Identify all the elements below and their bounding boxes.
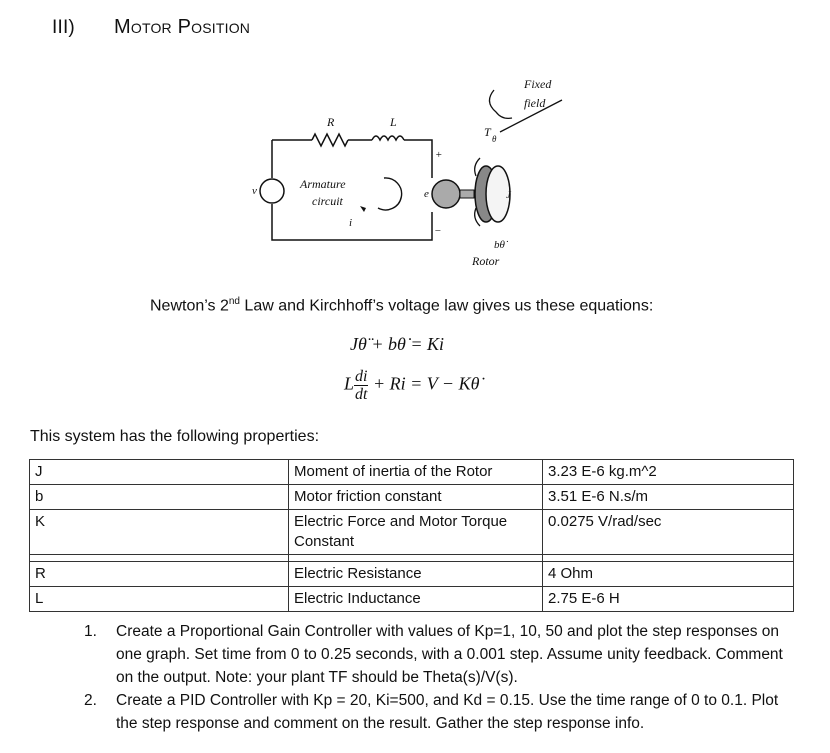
label-plus: +: [435, 149, 443, 161]
properties-intro: This system has the following properties:: [30, 428, 320, 445]
label-field: field: [524, 96, 546, 110]
label-L: L: [390, 115, 397, 129]
voltage-source-icon: [260, 179, 284, 203]
label-v: v: [252, 185, 257, 197]
table-spacer-row: [30, 555, 794, 562]
label-b-theta: bθ̇: [494, 239, 505, 251]
task-list: [84, 620, 794, 735]
label-R: R: [327, 115, 335, 129]
label-circuit: circuit: [312, 194, 343, 208]
label-T: T: [484, 125, 491, 139]
section-number: III): [52, 17, 75, 38]
label-rotor: Rotor: [472, 254, 500, 268]
label-J: J: [506, 189, 511, 201]
label-fixed: Fixed: [524, 77, 552, 91]
label-i: i: [349, 217, 353, 229]
equation-kirchhoff: L $\frac{di}{dt}$ + Ri = V − Kθ̇: [344, 368, 480, 403]
properties-table: [29, 459, 794, 612]
table-row: K Electric Force and Motor Torque Constant 0.0275 V/rad/sec: [30, 510, 794, 555]
label-e: e: [424, 188, 429, 200]
table-row: J Moment of inertia of the Rotor 3.23 E-6 kg.m^2: [30, 460, 794, 485]
table-row: L Electric Inductance 2.75 E-6 H: [30, 587, 794, 612]
label-T-sub: θ: [492, 134, 497, 144]
list-item: 1. Create a Proportional Gain Controller with values of Kp=1, 10, 50 and plot the step responses on one graph. Set time from 0 to 0.25 seconds, with a 0.001 step. Assume unity feedback. Comment on the output. Note: your plant TF should be Theta(s)/V(s).: [84, 623, 783, 686]
intro-sentence: Newton’s 2nd Law and Kirchhoff’s voltage law gives us these equations:: [150, 296, 654, 315]
di-dt-fraction: $\frac{di}{dt}$: [355, 368, 368, 403]
section-title: Motor Position: [114, 16, 251, 38]
table-row: R Electric Resistance 4 Ohm: [30, 562, 794, 587]
equation-newton: Jθ̈ + bθ̇ = Ki: [350, 334, 444, 354]
label-minus: −: [434, 225, 442, 237]
motor-circuit-diagram: [232, 60, 592, 280]
table-row: b Motor friction constant 3.51 E-6 N.s/m: [30, 485, 794, 510]
section-heading: [52, 16, 250, 39]
motor-icon: [432, 180, 474, 208]
label-armature: Armature: [300, 177, 346, 191]
rotor-disc-icon: [475, 166, 510, 222]
current-loop-icon: [378, 178, 402, 210]
list-item: 2. Create a PID Controller with Kp = 20, Ki=500, and Kd = 0.15. Use the time range of 0 to 0.1. Plot the step response and comment on the result. Gather the step response info.: [84, 692, 779, 732]
